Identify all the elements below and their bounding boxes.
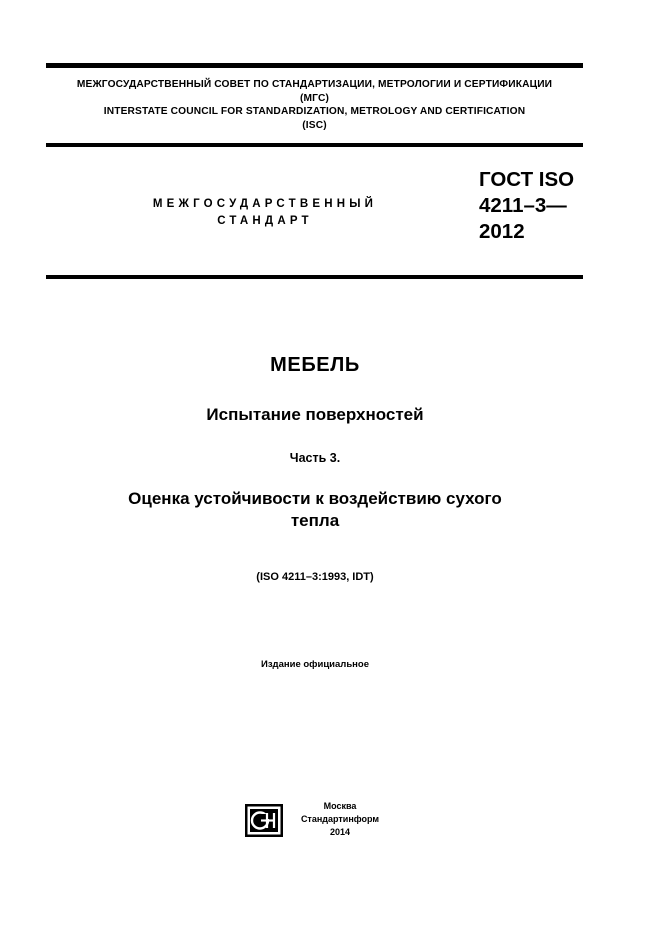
- standard-number-line1: ГОСТ ISO: [479, 168, 575, 191]
- standard-number: [479, 167, 574, 245]
- top-rule: [46, 63, 583, 68]
- standard-number-line3: 2012: [479, 220, 525, 243]
- standard-kind-line2: СТАНДАРТ: [217, 215, 313, 227]
- council-header: [46, 78, 583, 132]
- standard-number-line2: 4211–3—: [479, 194, 567, 217]
- document-part: Часть 3.: [289, 451, 341, 465]
- standard-kind-line1: МЕЖГОСУДАРСТВЕННЫЙ: [152, 198, 378, 210]
- middle-rule: [46, 143, 583, 147]
- document-title: МЕБЕЛЬ: [270, 354, 360, 376]
- standard-kind: [120, 196, 410, 230]
- document-subtitle: Испытание поверхностей: [206, 405, 424, 424]
- council-name-ru: МЕЖГОСУДАРСТВЕННЫЙ СОВЕТ ПО СТАНДАРТИЗАЦИИ, МЕТРОЛОГИИ И СЕРТИФИКАЦИИ: [76, 79, 553, 90]
- document-part-name-line1: Оценка устойчивости к воздействию сухого: [128, 489, 502, 508]
- document-part-name: [0, 488, 630, 532]
- lower-rule: [46, 275, 583, 279]
- council-abbr-en: (ISC): [302, 119, 327, 131]
- publisher-year: 2014: [329, 827, 351, 837]
- standartinform-logo-icon: [245, 804, 283, 837]
- council-name-en: INTERSTATE COUNCIL FOR STANDARDIZATION, METROLOGY AND CERTIFICATION: [103, 106, 526, 118]
- iso-reference: (ISO 4211–3:1993, IDT): [256, 571, 374, 583]
- publisher-city: Москва: [323, 801, 357, 811]
- publisher-info: [292, 800, 388, 839]
- document-part-name-line2: тепла: [290, 511, 340, 530]
- publisher-name: Стандартинформ: [300, 814, 380, 824]
- council-abbr-ru: (МГС): [299, 92, 330, 104]
- edition-note: Издание официальное: [261, 659, 369, 670]
